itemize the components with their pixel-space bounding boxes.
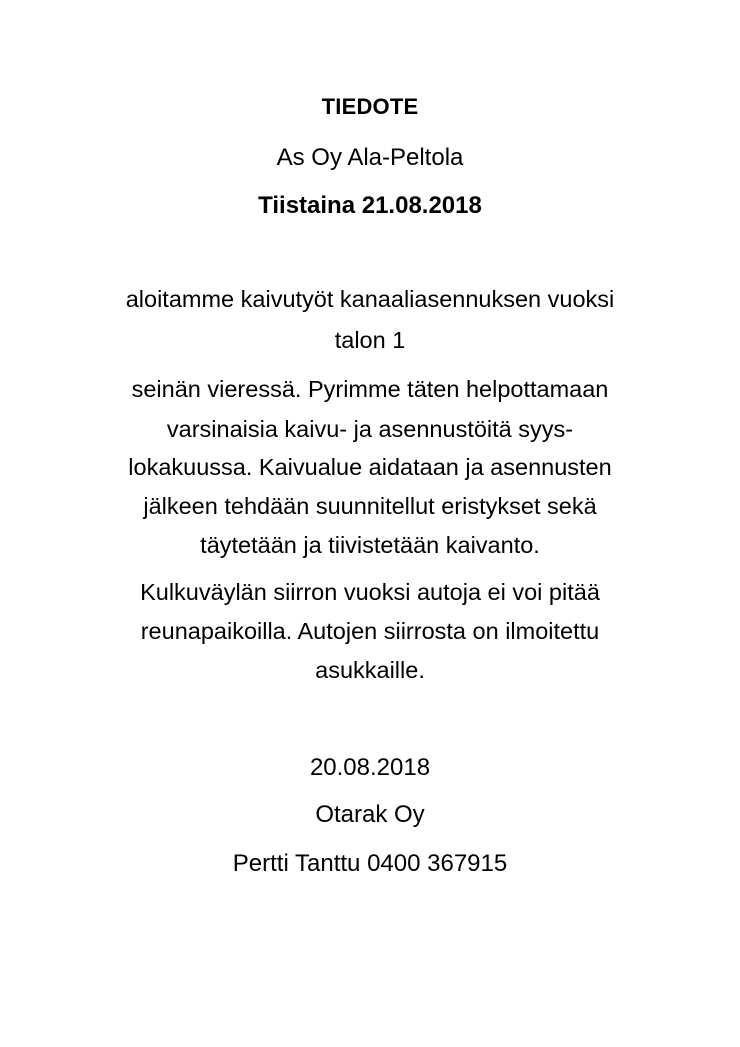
body-line-2: talon 1 [334, 327, 406, 353]
housing-company-name: As Oy Ala-Peltola [276, 144, 464, 171]
body-line-1: aloitamme kaivutyöt kanaaliasennuksen vuoksi [125, 286, 615, 312]
body-line-6: jälkeen tehdään suunnitellut eristykset sekä [143, 493, 597, 519]
body-line-10: asukkaille. [315, 657, 425, 683]
body-line-9: reunapaikoilla. Autojen siirrosta on ilmoitettu [140, 618, 600, 644]
contractor-name: Otarak Oy [315, 801, 425, 828]
contact-person: Pertti Tanttu 0400 367915 [232, 850, 508, 877]
body-line-4: varsinaisia kaivu- ja asennustöitä syys- [166, 416, 574, 442]
body-line-7: täytetään ja tiivistetään kaivanto. [200, 532, 540, 558]
work-date: Tiistaina 21.08.2018 [258, 192, 482, 219]
body-line-8: Kulkuväylän siirron vuoksi autoja ei voi pitää [140, 579, 600, 605]
signature-date: 20.08.2018 [309, 754, 431, 781]
body-line-5: lokakuussa. Kaivualue aidataan ja asennusten [128, 454, 612, 480]
body-line-3: seinän vieressä. Pyrimme täten helpottamaan [131, 376, 609, 402]
notice-title: TIEDOTE [321, 94, 419, 119]
